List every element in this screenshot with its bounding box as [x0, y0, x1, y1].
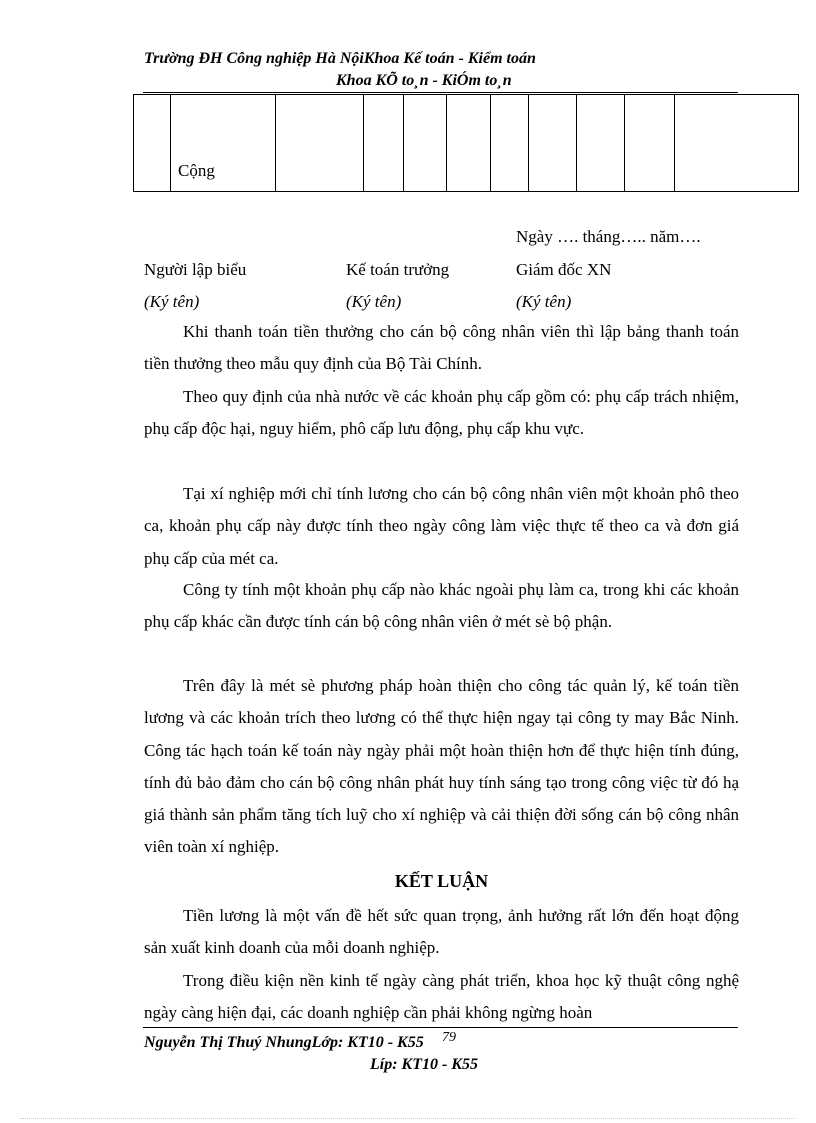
- table-cell: [404, 95, 447, 192]
- paragraph-allowances: Theo quy định của nhà nước về các khoản phụ cấp gồm có: phụ cấp trách nhiệm, phụ cấp độc hại, nguy hiểm, phô cấp lưu động, phụ cấp khu vực.: [144, 387, 739, 439]
- paragraph-conclusion-1: Tiền lương là một vấn đề hết sức quan trọng, ảnh hưởng rất lớn đến hoạt động sản xuất kinh doanh của mỗi doanh nghiệp.: [144, 906, 739, 958]
- table-row: [134, 95, 799, 192]
- paragraph-shift-allowance: Tại xí nghiệp mới chỉ tính lương cho cán bộ công nhân viên một khoản phô theo ca, khoản phụ cấp này được tính theo ngày công làm việc thực tế theo ca và đơn giá phụ cấp của mét ca.: [144, 484, 739, 568]
- header-rule: [143, 92, 738, 93]
- table-cell: [134, 95, 171, 192]
- sign-note: (Ký tên): [144, 292, 200, 311]
- date-line: Ngày …. tháng….. năm….: [516, 227, 701, 246]
- sign-note: (Ký tên): [516, 292, 572, 311]
- paragraph-other-allowances: Công ty tính một khoản phụ cấp nào khác ngoài phụ làm ca, trong khi các khoản phụ cấp khác cần được tính cán bộ công nhân viên ở mét sè bộ phận.: [144, 580, 739, 632]
- table-cell: [276, 95, 364, 192]
- table-cell: [625, 95, 675, 192]
- footer-author-line: Nguyễn Thị Thuý NhungLớp: KT10 - K55: [144, 1034, 424, 1051]
- table-cell: [491, 95, 529, 192]
- table-cell: [364, 95, 404, 192]
- table-cell: [529, 95, 577, 192]
- footer-class-line: Líp: KT10 - K55: [370, 1056, 478, 1073]
- table-total-label: Cộng: [171, 95, 276, 192]
- signer-director: Giám đốc XN: [516, 260, 612, 279]
- table-cell: [675, 95, 799, 192]
- signer-preparer: Người lập biểu: [144, 260, 247, 279]
- footer-rule: [143, 1027, 738, 1028]
- sign-note: (Ký tên): [346, 292, 402, 311]
- conclusion-title: KẾT LUẬN: [394, 871, 489, 891]
- page-bottom-border: [20, 1118, 796, 1119]
- payment-table: [133, 94, 799, 192]
- paragraph-bonus-payment: Khi thanh toán tiền thưởng cho cán bộ công nhân viên thì lập bảng thanh toán tiền thưởng theo mẫu quy định của Bộ Tài Chính.: [144, 322, 739, 374]
- table-cell: [447, 95, 491, 192]
- table-cell: [577, 95, 625, 192]
- paragraph-conclusion-2: Trong điều kiện nền kinh tế ngày càng phát triển, khoa học kỹ thuật công nghệ ngày càng hiện đại, các doanh nghiệp cần phải không ngừng hoàn: [144, 971, 739, 1023]
- signer-chief-accountant: Kế toán trưởng: [346, 260, 450, 279]
- paragraph-improvement-methods: Trên đây là mét sè phương pháp hoàn thiện cho công tác quản lý, kế toán tiền lương và các khoản trích theo lương có thể thực hiện ngay tại công ty may Bắc Ninh. Công tác hạch toán kế toán này ngày phải một hoàn thiện hơn để thực hiện tính đúng, tính đủ bảo đảm cho cán bộ công nhân phát huy tính sáng tạo trong công việc từ đó hạ giá thành sản phẩm tăng tích luỹ cho xí nghiệp và cải thiện đời sống cán bộ công nhân viên toàn xí nghiệp.: [144, 676, 739, 857]
- header-faculty-line: Khoa KÕ to¸n - KiÓm to¸n: [336, 72, 512, 89]
- page-number: 79: [442, 1030, 456, 1045]
- header-school-line: Trường ĐH Công nghiệp Hà NộiKhoa Kế toán - Kiểm toán: [144, 50, 536, 67]
